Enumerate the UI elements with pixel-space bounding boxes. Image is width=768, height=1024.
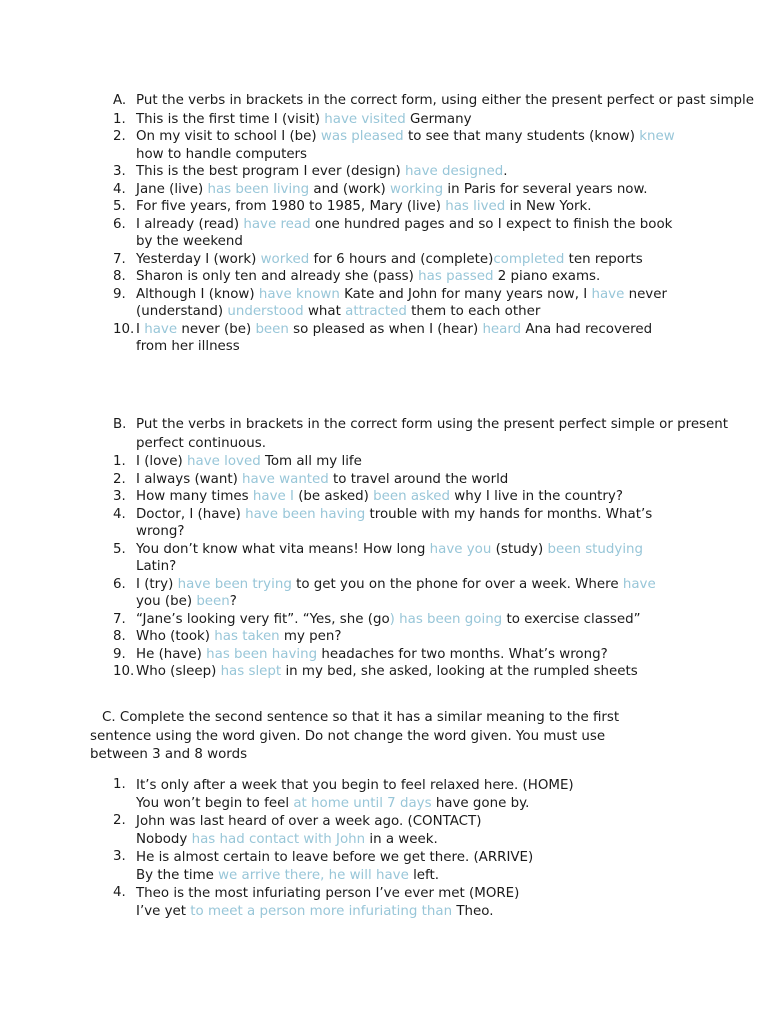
section-a-title: Put the verbs in brackets in the correct form, using either the present perfect or past simple — [136, 93, 754, 108]
prompt-text: How many times — [136, 489, 253, 504]
prompt-text: one hundred pages and so I expect to finish the book by the weekend — [136, 216, 673, 249]
section-c-instructions: Complete the second sentence so that it has a similar meaning to the first sentence using the word given. Do not change the word given. You must use between 3 and 8 words — [90, 710, 620, 762]
prompt-text: Theo. — [452, 903, 494, 919]
prompt-text: I already (read) — [136, 216, 244, 232]
answer-text: have you — [429, 541, 492, 557]
section-a-header — [0, 92, 768, 111]
item-number: 5. — [113, 541, 126, 557]
answer-text: to meet a person more infuriating than — [190, 903, 453, 919]
prompt-text: Germany — [405, 111, 472, 127]
item-number: 9. — [113, 286, 126, 302]
item-number: 1. — [113, 776, 126, 792]
section-b — [0, 416, 768, 681]
prompt-text: in Paris for several years now. — [443, 181, 648, 197]
section-c-letter: C. — [102, 710, 116, 725]
answer-text: have — [591, 286, 625, 302]
prompt-text: in a week. — [365, 831, 438, 847]
exercise-item — [0, 216, 676, 251]
rewritten-sentence — [136, 867, 696, 885]
prompt-text: for 6 hours and (complete) — [309, 251, 494, 267]
item-number: 5. — [113, 199, 126, 214]
answer-text: have read — [243, 216, 311, 232]
prompt-text: and (work) — [309, 181, 390, 197]
answer-text: been — [255, 321, 289, 337]
prompt-text: I (love) — [136, 454, 187, 469]
exercise-item — [0, 506, 676, 541]
prompt-text: ? — [229, 594, 237, 609]
item-number: 3. — [113, 848, 126, 864]
item-number: 7. — [113, 251, 126, 267]
prompt-text: For five years, from 1980 to 1985, Mary (live) — [136, 199, 446, 214]
answer-text: was pleased — [320, 129, 404, 144]
prompt-text: Yesterday I (work) — [136, 251, 261, 267]
exercise-item — [0, 163, 676, 181]
prompt-text: you (be) — [136, 594, 197, 609]
prompt-text: Sharon is only ten and already she (pass) — [136, 269, 419, 284]
answer-text: has slept — [220, 664, 282, 679]
prompt-text: why I live in the country? — [450, 489, 623, 504]
original-sentence: He is almost certain to leave before we get there. (ARRIVE) — [136, 849, 534, 865]
prompt-text: This is the best program I ever (design) — [136, 164, 405, 179]
exercise-item — [0, 628, 676, 646]
section-a-list — [0, 111, 768, 356]
prompt-text: never (understand) — [136, 286, 667, 319]
prompt-text: trouble with my hands for months. What’s wrong? — [136, 506, 653, 539]
item-number: 6. — [113, 576, 126, 592]
exercise-item — [0, 663, 676, 681]
prompt-text: I’ve yet — [136, 903, 191, 919]
prompt-text: in New York. — [505, 199, 592, 214]
exercise-item — [0, 453, 676, 471]
exercise-item — [0, 286, 676, 321]
answer-text: have wanted — [242, 471, 329, 487]
answer-text: has taken — [214, 629, 280, 644]
prompt-text: You won’t begin to feel — [136, 795, 294, 811]
item-number: 6. — [113, 216, 126, 232]
item-number: 4. — [113, 506, 126, 522]
prompt-text: . — [503, 164, 508, 179]
answer-text: heard — [482, 321, 522, 337]
item-number: 3. — [113, 489, 126, 504]
answer-text: have known — [258, 286, 340, 302]
prompt-text: my pen? — [279, 629, 342, 644]
transformation-item — [0, 777, 696, 813]
exercise-item — [0, 646, 676, 664]
prompt-text: to see that many students (know) — [403, 129, 640, 144]
exercise-item — [0, 111, 676, 129]
answer-text: understood — [227, 304, 304, 319]
section-b-letter: B. — [113, 417, 127, 432]
item-number: 1. — [113, 454, 126, 469]
answer-text: have — [144, 321, 178, 337]
prompt-text: “Jane’s looking very fit”. “Yes, she (go — [136, 611, 390, 627]
item-number: 8. — [113, 629, 126, 644]
section-b-header — [0, 416, 768, 453]
item-number: 4. — [113, 884, 126, 900]
item-number: 10. — [113, 321, 135, 337]
prompt-text: have gone by. — [431, 795, 530, 811]
exercise-item — [0, 611, 676, 629]
answer-text: have been trying — [177, 576, 292, 592]
answer-text: ) has been going — [389, 611, 503, 627]
item-number: 8. — [113, 269, 126, 284]
prompt-text: Kate and John for many years now, I — [339, 286, 592, 302]
answer-text: we arrive there, he will have — [218, 867, 409, 883]
exercise-item — [0, 576, 676, 611]
prompt-text: I — [136, 321, 145, 337]
section-a — [0, 92, 768, 356]
exercise-item — [0, 181, 676, 199]
original-sentence: It’s only after a week that you begin to feel relaxed here. (HOME) — [136, 777, 574, 793]
original-sentence: Theo is the most infuriating person I’ve ever met (MORE) — [136, 885, 520, 901]
answer-text: has passed — [418, 269, 494, 284]
answer-text: have been having — [245, 506, 366, 522]
transformation-item — [0, 885, 696, 921]
prompt-text: ten reports — [564, 251, 643, 267]
prompt-text: Who (took) — [136, 629, 215, 644]
prompt-text: Nobody — [136, 831, 192, 847]
prompt-text: You don’t know what vita means! How long — [136, 541, 430, 557]
answer-text: has lived — [445, 199, 506, 214]
item-number: 4. — [113, 181, 126, 197]
prompt-text: them to each other — [406, 304, 541, 319]
answer-text: have — [622, 576, 656, 592]
item-number: 2. — [113, 471, 126, 487]
prompt-text: Tom all my life — [260, 454, 362, 469]
answer-text: worked — [260, 251, 310, 267]
answer-text: at home until 7 days — [293, 795, 432, 811]
prompt-text: By the time — [136, 867, 219, 883]
prompt-text: 2 piano exams. — [493, 269, 601, 284]
original-sentence: John was last heard of over a week ago. (CONTACT) — [136, 813, 482, 829]
exercise-item — [0, 471, 676, 489]
item-number: 10. — [113, 664, 135, 679]
answer-text: have I — [252, 489, 294, 504]
section-a-letter: A. — [113, 93, 127, 108]
exercise-item — [0, 321, 676, 356]
item-number: 3. — [113, 164, 126, 179]
answer-text: has been living — [207, 181, 310, 197]
answer-text: been asked — [373, 489, 451, 504]
prompt-text: headaches for two months. What’s wrong? — [317, 646, 608, 662]
rewritten-sentence — [136, 795, 696, 813]
item-number: 2. — [113, 129, 126, 144]
prompt-text: (be asked) — [293, 489, 374, 504]
prompt-text: Who (sleep) — [136, 664, 221, 679]
section-b-title: Put the verbs in brackets in the correct form using the present perfect simple or present perfect continuous. — [136, 417, 729, 451]
rewritten-sentence — [136, 831, 696, 849]
prompt-text: in my bed, she asked, looking at the rumpled sheets — [281, 664, 638, 679]
item-number: 2. — [113, 812, 126, 828]
prompt-text: On my visit to school I (be) — [136, 129, 321, 144]
answer-text: has been having — [206, 646, 318, 662]
prompt-text: I (try) — [136, 576, 178, 592]
prompt-text: to exercise classed” — [502, 611, 641, 627]
answer-text: working — [390, 181, 444, 197]
section-b-list — [0, 453, 768, 681]
item-number: 9. — [113, 646, 126, 662]
prompt-text: He (have) — [136, 646, 207, 662]
prompt-text: Although I (know) — [136, 286, 259, 302]
transformation-item — [0, 813, 696, 849]
answer-text: attracted — [345, 304, 407, 319]
prompt-text: Jane (live) — [136, 181, 208, 197]
prompt-text: how to handle computers — [136, 146, 308, 162]
answer-text: knew — [639, 129, 675, 144]
prompt-text: Latin? — [136, 559, 177, 574]
transformation-item — [0, 849, 696, 885]
prompt-text: to get you on the phone for over a week. Where — [291, 576, 623, 592]
prompt-text: so pleased as when I (hear) — [288, 321, 483, 337]
prompt-text: left. — [408, 867, 440, 883]
item-number: 1. — [113, 111, 126, 127]
answer-text: been — [196, 594, 230, 609]
prompt-text: This is the first time I (visit) — [136, 111, 325, 127]
answer-text: have designed — [404, 164, 504, 179]
prompt-text: what — [303, 304, 346, 319]
prompt-text: Doctor, I (have) — [136, 506, 246, 522]
prompt-text: never (be) — [177, 321, 256, 337]
prompt-text: (study) — [491, 541, 548, 557]
prompt-text: to travel around the world — [328, 471, 509, 487]
exercise-item — [0, 488, 676, 506]
answer-text: completed — [493, 251, 565, 267]
answer-text: been studying — [547, 541, 644, 557]
exercise-item — [0, 251, 676, 269]
rewritten-sentence — [136, 903, 696, 921]
exercise-item — [0, 198, 676, 216]
item-number: 7. — [113, 611, 126, 627]
prompt-text: Ana had recovered from her illness — [136, 321, 653, 354]
exercise-item — [0, 541, 676, 576]
answer-text: have loved — [187, 454, 261, 469]
section-c-intro — [0, 709, 650, 765]
answer-text: have visited — [324, 111, 406, 127]
answer-text: has had contact with John — [191, 831, 366, 847]
exercise-item — [0, 268, 676, 286]
section-c — [0, 709, 768, 921]
prompt-text: I always (want) — [136, 471, 243, 487]
section-c-list — [0, 777, 768, 921]
exercise-item — [0, 128, 676, 163]
